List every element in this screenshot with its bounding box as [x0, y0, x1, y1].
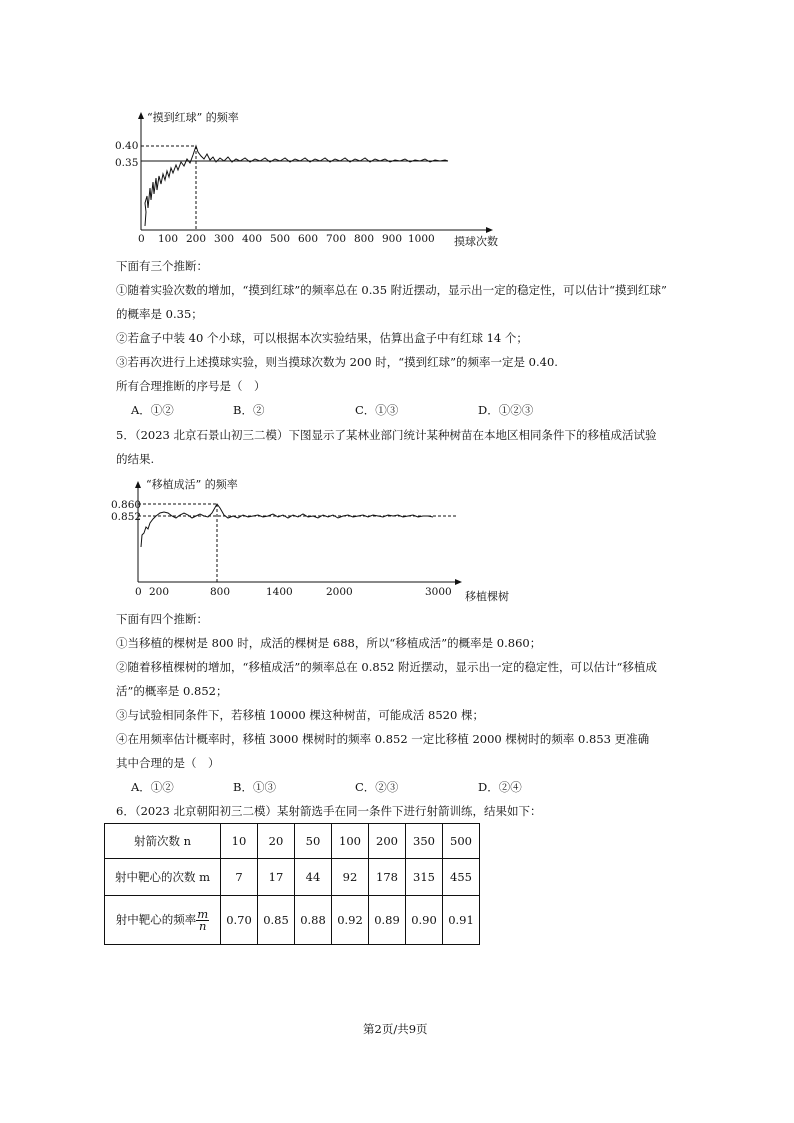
chart1-xtick-800: 800	[354, 233, 375, 245]
table-cell: 0.85	[258, 896, 295, 945]
chart2-xlabel: 移植棵树	[465, 590, 509, 603]
chart2-title: “移植成活” 的频率	[146, 478, 238, 491]
q5-option-c: C．②③	[355, 780, 399, 794]
q5-statement-3: ③与试验相同条件下，若移植 10000 棵这种树苗，可能成活 8520 棵；	[116, 708, 484, 722]
q4-statement-1b: 的概率是 0.35；	[116, 307, 203, 321]
q4-option-d: D．①②③	[478, 403, 534, 417]
chart2-ytick-0852: 0.852	[111, 511, 142, 523]
chart1-xtick-700: 700	[326, 233, 347, 245]
chart2-xtick-2000: 2000	[326, 586, 353, 598]
fraction-denominator: n	[199, 918, 207, 933]
table-cell: 20	[258, 824, 295, 859]
chart1-ytick-035: 0.35	[115, 157, 139, 169]
fraction-numerator: m	[197, 906, 209, 921]
chart1-xtick-100: 100	[158, 233, 179, 245]
chart1-xtick-500: 500	[270, 233, 291, 245]
chart2-xtick-1400: 1400	[266, 586, 293, 598]
row-label-hits: 射中靶心的次数 m	[105, 859, 221, 896]
table-cell: 92	[332, 859, 369, 896]
chart1-title: “摸到红球” 的频率	[147, 111, 239, 124]
fraction-m-over-n	[196, 906, 209, 933]
table-cell: 455	[443, 859, 480, 896]
q4-statement-1a: ①随着实验次数的增加，“摸到红球”的频率总在 0.35 附近摆动，显示出一定的稳定性，可以估计“摸到红球”	[116, 283, 667, 297]
q4-intro: 下面有三个推断：	[116, 259, 208, 273]
q4-statement-2: ②若盒子中装 40 个小球，可以根据本次实验结果，估算出盒子中有红球 14 个；	[116, 331, 528, 345]
table-cell: 0.90	[406, 896, 443, 945]
table-row	[105, 824, 480, 859]
table-cell: 50	[295, 824, 332, 859]
q4-option-b: B．②	[233, 403, 265, 417]
chart1-xtick-600: 600	[298, 233, 319, 245]
q4-statement-3: ③若再次进行上述摸球实验，则当摸球次数为 200 时，“摸到红球”的频率一定是 0.40.	[116, 355, 558, 369]
chart2-xtick-800: 800	[210, 586, 231, 598]
q5-question: 其中合理的是（ ）	[116, 756, 220, 770]
chart2-ytick-0860: 0.860	[111, 499, 142, 511]
table-cell: 200	[369, 824, 406, 859]
chart2-frequency-curve	[141, 504, 433, 547]
archery-results-table	[104, 823, 480, 945]
q5-statement-2a: ②随着移植棵树的增加，“移植成活”的频率总在 0.852 附近摆动，显示出一定的稳定性，可以估计“移植成	[116, 660, 657, 674]
chart1-xtick-300: 300	[214, 233, 235, 245]
table-cell: 7	[221, 859, 258, 896]
chart1-xtick-200: 200	[186, 233, 207, 245]
q5-statement-1: ①当移植的棵树是 800 时，成活的棵树是 688，所以“移植成活”的概率是 0.860；	[116, 636, 542, 650]
table-cell: 315	[406, 859, 443, 896]
table-cell: 17	[258, 859, 295, 896]
q4-option-a: A．①②	[131, 403, 174, 417]
table-cell: 0.70	[221, 896, 258, 945]
row-label-frequency-text: 射中靶心的频率	[115, 912, 197, 926]
chart1-xtick-0: 0	[138, 233, 145, 245]
table-row	[105, 896, 480, 945]
q4-question: 所有合理推断的序号是（ ）	[116, 379, 266, 393]
table-cell: 0.92	[332, 896, 369, 945]
chart2-x-arrow	[455, 579, 462, 585]
chart2-xtick-200: 200	[149, 586, 170, 598]
chart1-frequency-curve	[145, 146, 448, 226]
q5-statement-4: ④在用频率估计概率时，移植 3000 棵树时的频率 0.852 一定比移植 2000 棵树时的频率 0.853 更准确	[116, 732, 650, 746]
chart1-ytick-040: 0.40	[115, 140, 139, 152]
q4-option-c: C．①③	[355, 403, 399, 417]
table-cell: 350	[406, 824, 443, 859]
chart1-y-arrow	[138, 112, 144, 119]
chart1-xtick-1000: 1000	[408, 233, 435, 245]
table-row	[105, 859, 480, 896]
q5-statement-2b: 活”的概率是 0.852；	[116, 684, 228, 698]
chart-transplant-survival-frequency	[100, 475, 520, 605]
q6-stem: 6．（2023 北京朝阳初三二模）某射箭选手在同一条件下进行射箭训练，结果如下：	[116, 804, 542, 818]
row-label-frequency	[105, 896, 221, 945]
table-cell: 500	[443, 824, 480, 859]
table-cell: 0.91	[443, 896, 480, 945]
table-cell: 0.89	[369, 896, 406, 945]
table-cell: 100	[332, 824, 369, 859]
q5-stem-b: 的结果.	[116, 452, 155, 466]
table-cell: 10	[221, 824, 258, 859]
table-cell: 178	[369, 859, 406, 896]
table-cell: 44	[295, 859, 332, 896]
chart1-xtick-400: 400	[242, 233, 263, 245]
table-cell: 0.88	[295, 896, 332, 945]
q5-option-b: B．①③	[233, 780, 276, 794]
chart1-x-arrow	[486, 227, 493, 233]
chart1-xlabel: 摸球次数	[454, 235, 498, 248]
chart1-xtick-900: 900	[382, 233, 403, 245]
chart-red-ball-frequency	[100, 108, 520, 253]
row-label-shots: 射箭次数 n	[105, 824, 221, 859]
chart2-y-arrow	[135, 481, 141, 488]
q5-option-d: D．②④	[478, 780, 522, 794]
q5-intro: 下面有四个推断：	[116, 612, 208, 626]
chart2-xtick-3000: 3000	[425, 586, 452, 598]
page-number: 第2页/共9页	[363, 1022, 428, 1036]
q5-option-a: A．①②	[131, 780, 174, 794]
q5-stem-a: 5．（2023 北京石景山初三二模）下图显示了某林业部门统计某种树苗在本地区相同条件下的移植成活试验	[116, 428, 657, 442]
chart2-xtick-0: 0	[135, 586, 142, 598]
